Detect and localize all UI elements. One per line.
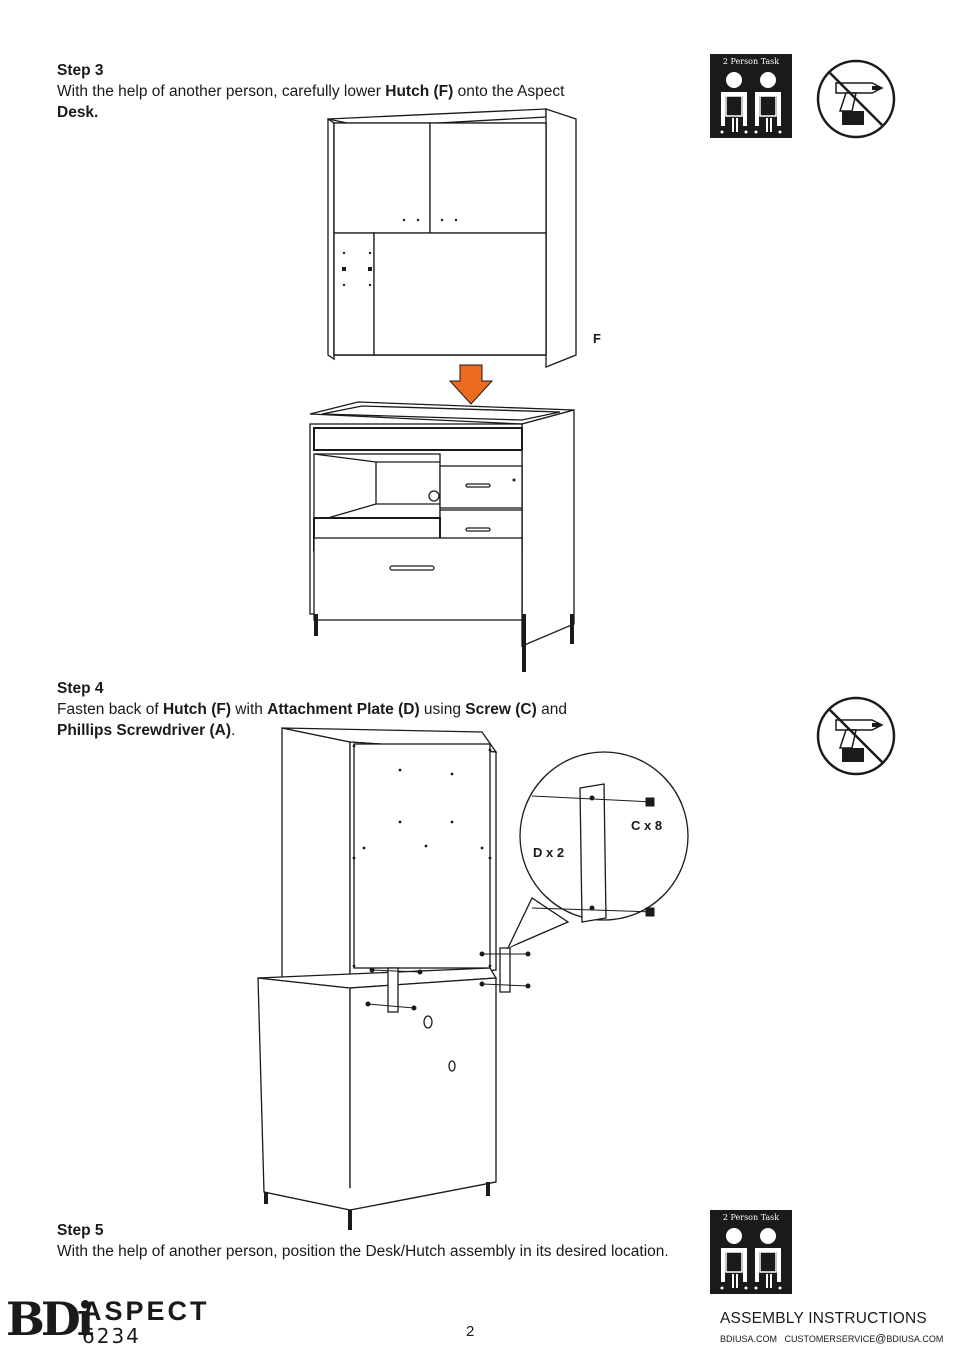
website-link[interactable]: BDIUSA.COM [720, 1334, 778, 1344]
step-3-instructions: Step 3 With the help of another person, carefully lower Hutch (F) onto the Aspect Desk. [57, 60, 697, 123]
no-power-drill-icon [816, 696, 896, 776]
two-person-icon [710, 54, 792, 138]
plate-count-label: D x 2 [533, 845, 565, 860]
screw-count-label: C x 8 [631, 818, 663, 833]
attachment-diagram [250, 722, 700, 1232]
step-5-instructions: Step 5 With the help of another person, position the Desk/Hutch assembly in its desired location. [57, 1220, 697, 1262]
brand-logo: BDi [6, 1292, 91, 1346]
no-power-drill-icon [816, 59, 896, 139]
step-5-title: Step 5 [57, 1222, 104, 1239]
product-name: ASPECT [82, 1296, 210, 1326]
step-3-title: Step 3 [57, 62, 104, 79]
step-4-instructions: Step 4 Fasten back of Hutch (F) with Attachment Plate (D) using Screw (C) and Phillips Screwdriver (A). [57, 678, 697, 741]
email-link[interactable]: CUSTOMERSERVICE@BDIUSA.COM [784, 1333, 944, 1345]
model-number: 6234 [82, 1324, 141, 1348]
two-person-task-badge: 2 Person Task [710, 54, 792, 138]
step-4-title: Step 4 [57, 680, 104, 697]
document-title: ASSEMBLY INSTRUCTIONS [720, 1310, 927, 1327]
two-person-icon [710, 1210, 792, 1294]
contact-line [720, 1333, 943, 1345]
two-person-task-badge: 2 Person Task [710, 1210, 792, 1294]
desk-diagram [300, 400, 590, 680]
hutch-diagram [300, 105, 620, 375]
page-number: 2 [466, 1323, 475, 1340]
hutch-label: F [593, 331, 601, 346]
